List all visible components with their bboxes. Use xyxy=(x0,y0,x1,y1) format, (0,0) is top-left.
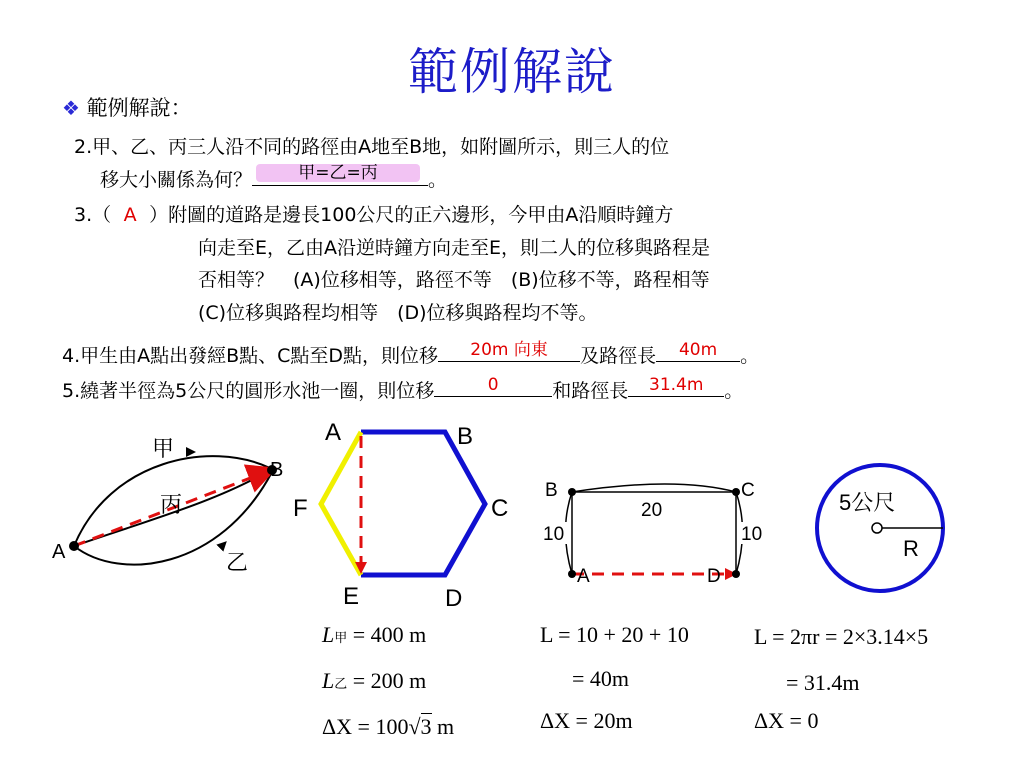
rect-label-right: 10 xyxy=(741,524,763,545)
rect-label-d: D xyxy=(707,566,721,587)
hex-label-d: D xyxy=(445,585,463,612)
diamond-bullet-icon: ❖ xyxy=(62,96,80,120)
q3-answer: A xyxy=(123,204,137,226)
q4-mid: 及路徑長 xyxy=(580,345,657,367)
q3-num: 3.（ xyxy=(74,204,112,226)
q5-answer2: 31.4m xyxy=(649,375,704,395)
hex-label-a: A xyxy=(325,419,342,446)
hex-label-b: B xyxy=(457,423,474,450)
formula-hex-yi xyxy=(322,668,426,694)
formula-circle-length-result: = 31.4m xyxy=(786,670,860,695)
sqrt-icon: √ xyxy=(408,714,421,739)
formula-rect-length: L = 10 + 20 + 10 xyxy=(540,622,689,647)
circle-radius-label: 5公尺 xyxy=(839,490,896,515)
formula-rect-length-result: = 40m xyxy=(572,666,630,691)
formula-hex-displacement xyxy=(322,714,454,740)
q3-line2: 向走至E，乙由A沿逆時鐘方向走至E，則二人的位移與路程是 xyxy=(198,237,711,259)
label-b: B xyxy=(270,459,284,481)
formula-hex-dx: ΔX = 100 xyxy=(322,714,409,739)
q3-line3: 否相等？ (A)位移相等，路徑不等 (B)位移不等，路程相等 xyxy=(198,269,710,291)
q2-line2 xyxy=(100,165,447,192)
q5-end: 。 xyxy=(724,380,744,402)
hex-label-f: F xyxy=(293,495,308,522)
label-yi: 乙 xyxy=(226,550,249,575)
label-a: A xyxy=(52,541,66,563)
label-bing: 丙 xyxy=(160,492,183,517)
hex-label-c: C xyxy=(491,495,509,522)
q4-answer2: 40m xyxy=(678,340,718,360)
formula-hex-jia-rhs: = 400 m xyxy=(352,622,427,647)
formula-circle-displacement: ΔX = 0 xyxy=(754,708,819,733)
q4-blank2 xyxy=(656,341,740,362)
hex-label-e: E xyxy=(343,583,360,610)
q3-text: ）附圖的道路是邊長100公尺的正六邊形，今甲由A沿順時鐘方 xyxy=(149,204,674,226)
q5-blank2 xyxy=(628,376,724,397)
q2-prompt: 移大小關係為何？ xyxy=(100,169,253,191)
rect-label-top: 20 xyxy=(641,500,663,521)
section-heading xyxy=(62,96,192,120)
figure-circle xyxy=(805,440,965,600)
q4-blank1 xyxy=(438,341,580,362)
q2-blank xyxy=(252,165,428,186)
q5-blank1 xyxy=(434,376,552,397)
hexagon-clockwise-path xyxy=(361,432,485,575)
formula-hex-root: 3 xyxy=(420,714,432,739)
q5-text: 5.繞著半徑為5公尺的圓形水池一圈，則位移 xyxy=(62,380,435,402)
q5-mid: 和路徑長 xyxy=(552,380,629,402)
point-a xyxy=(69,541,79,551)
formula-hex-yi-sub: 乙 xyxy=(334,676,348,691)
q3-line1 xyxy=(74,203,673,227)
figure-rectangle xyxy=(535,470,775,595)
formula-hex-yi-lhs: L xyxy=(322,668,335,693)
label-jia: 甲 xyxy=(152,436,175,461)
q4-text: 4.甲生由A點出發經B點、C點至D點，則位移 xyxy=(62,345,439,367)
q5-line xyxy=(62,376,743,403)
q4-line xyxy=(62,341,759,368)
formula-hex-yi-rhs: = 200 m xyxy=(352,668,427,693)
hexagon-counterclockwise-path xyxy=(321,432,361,575)
q4-end: 。 xyxy=(740,345,760,367)
rect-label-left: 10 xyxy=(543,524,565,545)
q2-answer: 甲=乙=丙 xyxy=(256,164,420,182)
page-title: 範例解說 xyxy=(408,43,616,101)
rect-label-b: B xyxy=(545,480,558,501)
formula-hex-jia-sub: 甲 xyxy=(334,630,348,645)
formula-hex-jia xyxy=(322,622,426,648)
q2-end: 。 xyxy=(428,169,448,191)
figure-hexagon xyxy=(285,418,525,618)
circle-center xyxy=(872,523,882,533)
q3-line4: (C)位移與路程均相等 (D)位移與路程均不等。 xyxy=(198,302,598,324)
rect-label-c: C xyxy=(741,480,755,501)
rect-label-a: A xyxy=(577,566,590,587)
circle-r-label: R xyxy=(903,536,919,561)
formula-hex-unit: m xyxy=(431,714,455,739)
q4-answer1: 20m 向東 xyxy=(470,340,548,360)
section-heading-text: 範例解說： xyxy=(86,96,192,120)
figure-paths xyxy=(40,420,310,590)
q2-line1: 2.甲、乙、丙三人沿不同的路徑由A地至B地，如附圖所示，則三人的位 xyxy=(74,136,670,158)
formula-circle-length: L = 2πr = 2×3.14×5 xyxy=(754,624,929,649)
formula-hex-jia-lhs: L xyxy=(322,622,335,647)
q5-answer1: 0 xyxy=(487,375,499,395)
formula-rect-displacement: ΔX = 20m xyxy=(540,708,633,733)
